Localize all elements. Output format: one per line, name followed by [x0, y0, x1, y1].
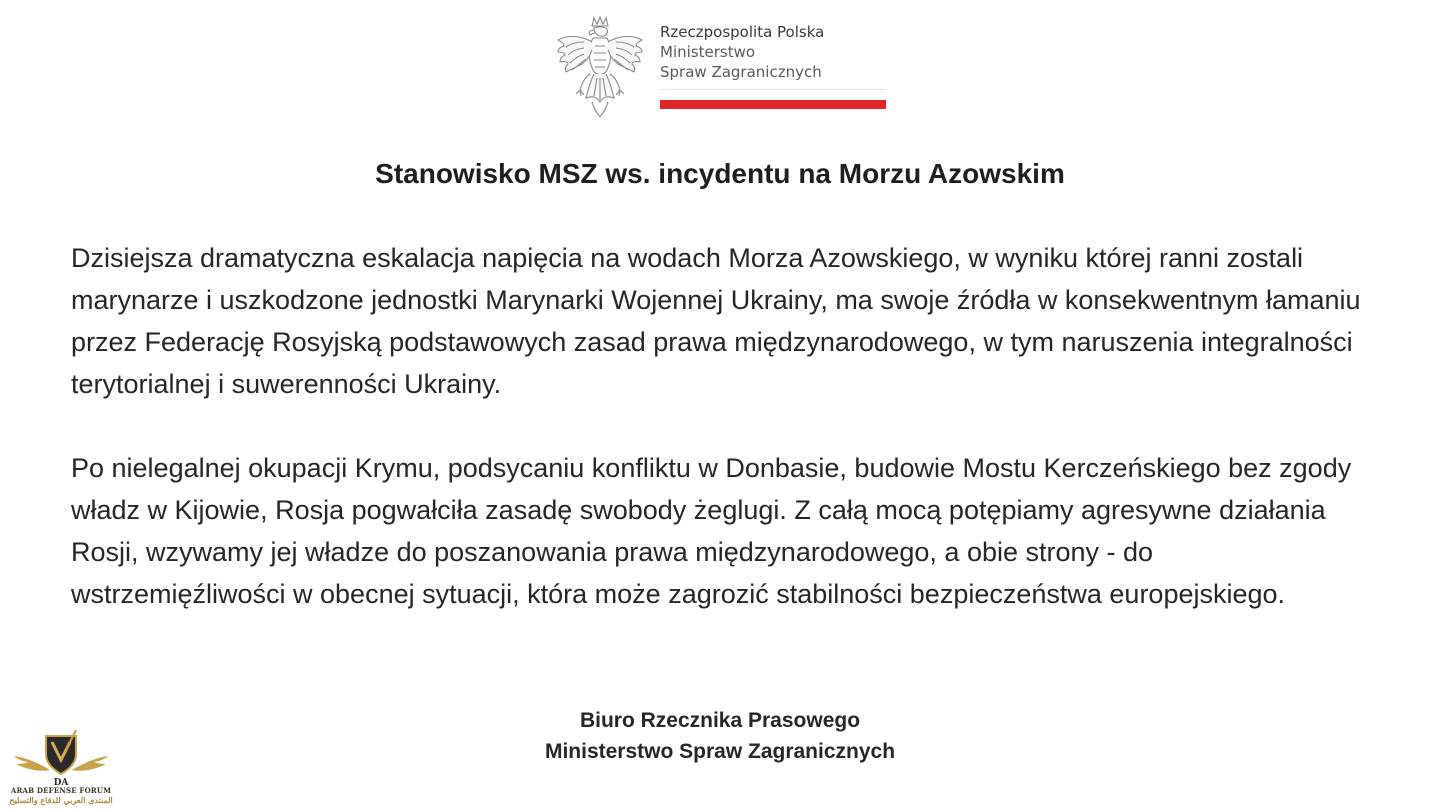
signature-ministry: Ministerstwo Spraw Zagranicznych — [544, 740, 896, 763]
watermark-arabic-text: المنتدى العربي للدفاع والتسليح — [9, 795, 113, 805]
statement-title: Stanowisko MSZ ws. incydentu na Morzu Azowskim — [375, 158, 1065, 189]
signature-office: Biuro Rzecznika Prasowego — [579, 709, 861, 732]
watermark-monogram: DA — [53, 778, 69, 788]
statement-paragraph-1: Dzisiejsza dramatyczna eskalacja napięcia na wodach Morza Azowskiego, w wyniku której ranni zostali marynarze i uszkodzone jednostki Marynarki Wojennej Ukrainy, ma swoje źródła w konsekwentnym łamaniu przez Federację Rosyjską podstawowych zasad prawa międzynarodowego, w tym naruszenia integralności terytorialnej i suwerenności Ukrainy. — [71, 243, 1361, 399]
signature-block — [0, 705, 1440, 767]
watermark-english-text: ARAB DEFENSE FORUM — [10, 786, 112, 795]
watermark-logo — [6, 728, 116, 808]
ministry-header — [554, 16, 894, 120]
statement-paragraph-2: Po nielegalnej okupacji Krymu, podsycaniu konfliktu w Donbasie, budowie Mostu Kerczeńskiego bez zgody władz w Kijowie, Rosja pogwałciła zasadę swobody żeglugi. Z całą mocą potępiamy agresywne działania Rosji, wzywamy jej władze do poszanowania prawa międzynarodowego, a obie strony - do wstrzemięźliwości w obecnej sytuacji, która może zagrozić stabilności bezpieczeństwa europejskiego. — [71, 453, 1352, 609]
flag-white-stripe — [660, 89, 886, 90]
polish-eagle-emblem-icon — [554, 16, 646, 118]
ministry-department-line: Spraw Zagranicznych — [660, 63, 822, 81]
arab-defense-forum-shield-logo-icon — [6, 728, 116, 788]
country-name: Rzeczpospolita Polska — [660, 23, 825, 41]
ministry-name-lines — [660, 22, 824, 82]
flag-red-stripe — [660, 100, 886, 109]
ministry-line: Ministerstwo — [660, 43, 756, 61]
